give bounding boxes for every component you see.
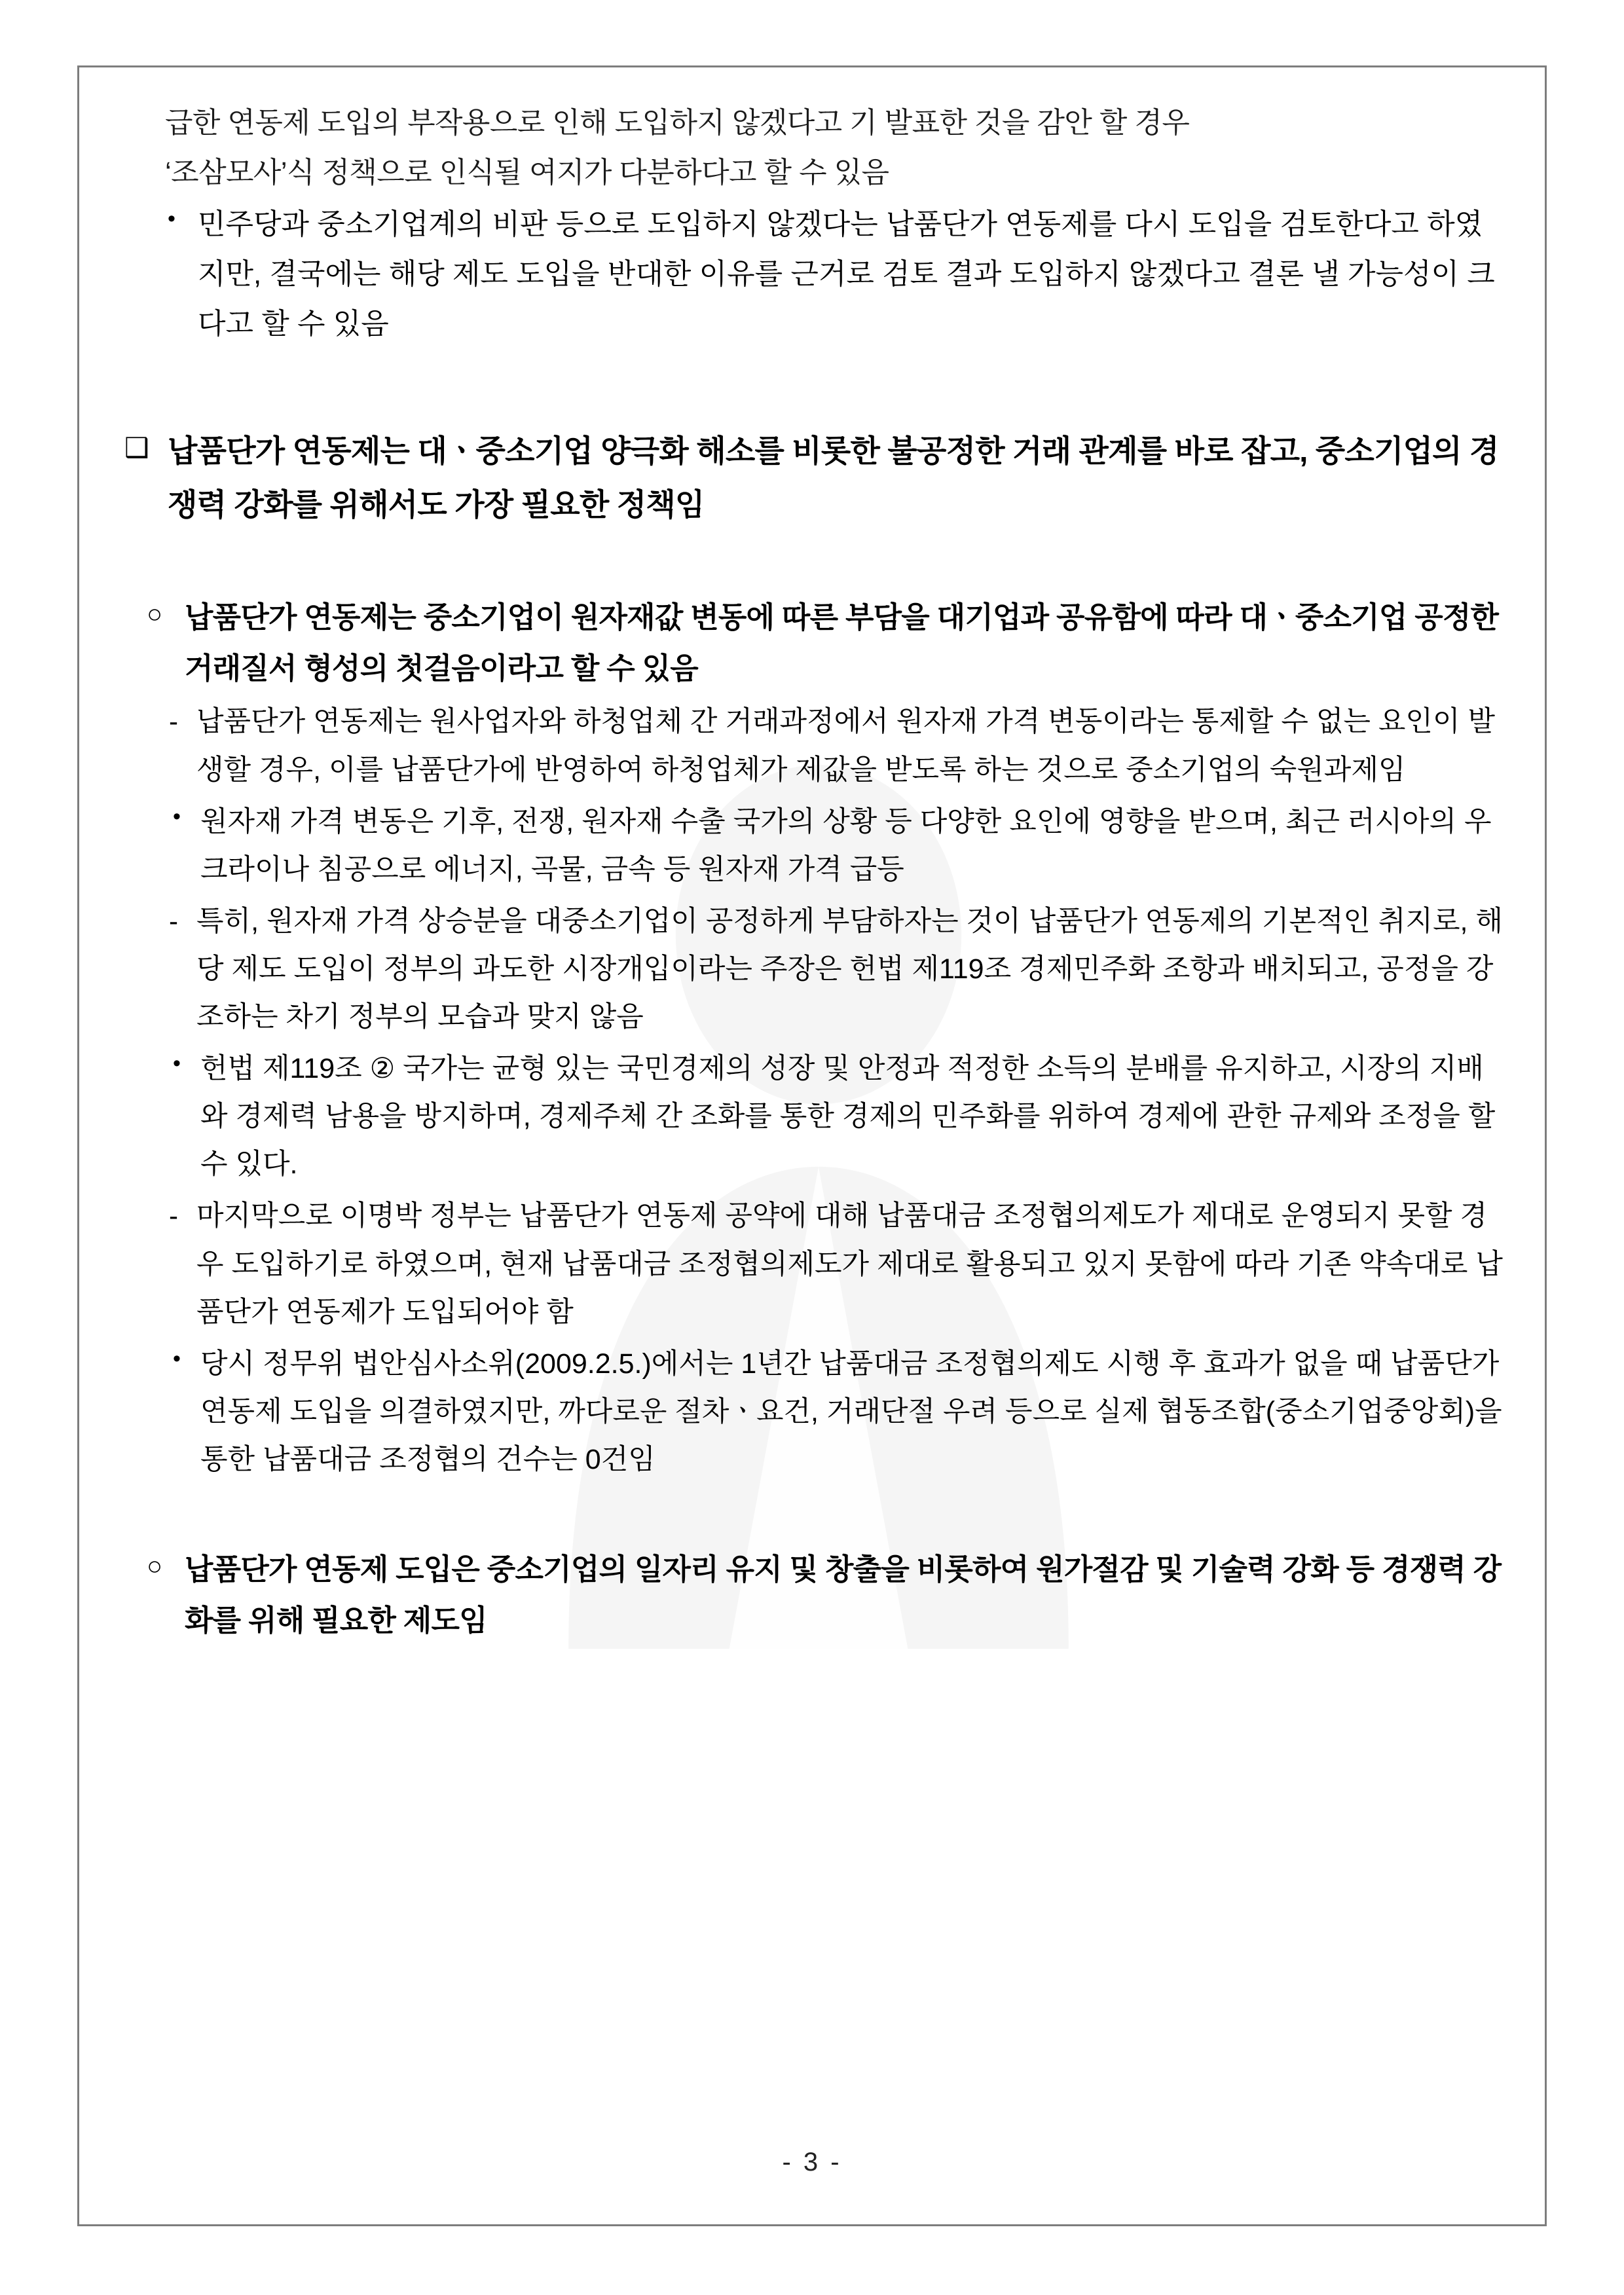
document-content bbox=[124, 98, 1506, 1647]
list-item-text: 헌법 제119조 ② 국가는 균형 있는 국민경제의 성장 및 안정과 적정한 소득의 분배를 유지하고, 시장의 지배와 경제력 남용을 방지하며, 경제주체 간 조화를 통한 경제의 민주화를 위하여 경제에 관한 규제와 조정을 할 수 있다. bbox=[200, 1053, 1496, 1181]
dot-bullet-icon: • bbox=[173, 803, 181, 829]
circle-bullet-icon: ○ bbox=[147, 599, 163, 629]
bullet-dot-icon: • bbox=[168, 206, 175, 232]
paragraph-continuation-line-2: ‘조삼모사’식 정책으로 인식될 여지가 다분하다고 할 수 있음 bbox=[165, 156, 889, 189]
list-item bbox=[169, 898, 1506, 1041]
dash-bullet-icon: - bbox=[169, 905, 178, 936]
list-item-text: 원자재 가격 변동은 기후, 전쟁, 원자재 수출 국가의 상황 등 다양한 요인에 영향을 받으며, 최근 러시아의 우크라이나 침공으로 에너지, 곡물, 금속 등 원자재 가격 급등 bbox=[200, 805, 1492, 885]
dash-bullet-icon: - bbox=[169, 706, 178, 737]
square-bullet-icon: ❑ bbox=[124, 432, 149, 464]
list-item bbox=[124, 200, 1506, 348]
list-item-text: 마지막으로 이명박 정부는 납품단가 연동제 공약에 대해 납품대금 조정협의제도가 제대로 운영되지 못할 경우 도입하기로 하였으며, 현재 납품대금 조정협의제도가 제대로 활용되고 있지 못함에 따라 기존 약속대로 납품단가 연동제가 도입되어야 함 bbox=[196, 1200, 1503, 1328]
list-item bbox=[169, 1192, 1506, 1336]
dot-bullet-icon: • bbox=[173, 1346, 181, 1371]
list-item bbox=[169, 798, 1506, 894]
list-item-text: 납품단가 연동제는 원사업자와 하청업체 간 거래과정에서 원자재 가격 변동이라는 통제할 수 없는 요인이 발생할 경우, 이를 납품단가에 반영하여 하청업체가 제값을 받도록 하는 것으로 중소기업의 숙원과제임 bbox=[196, 706, 1495, 786]
heading-circle-1-text: 납품단가 연동제는 중소기업이 원자재값 변동에 따른 부담을 대기업과 공유함에 따라 대ㆍ중소기업 공정한 거래질서 형성의 첫걸음이라고 할 수 있음 bbox=[185, 600, 1499, 686]
list-item-text: 특히, 원자재 가격 상승분을 대중소기업이 공정하게 부담하자는 것이 납품단가 연동제의 기본적인 취지로, 해당 제도 도입이 정부의 과도한 시장개입이라는 주장은 헌법 제119조 경제민주화 조항과 배치되고, 공정을 강조하는 차기 정부의 모습과 맞지 않음 bbox=[196, 905, 1503, 1033]
list-item bbox=[169, 1340, 1506, 1484]
list-item bbox=[169, 698, 1506, 794]
dash-bullet-icon: - bbox=[169, 1200, 178, 1232]
circle-bullet-icon: ○ bbox=[147, 1551, 163, 1581]
list-item-text: 민주당과 중소기업계의 비판 등으로 도입하지 않겠다는 납품단가 연동제를 다시 도입을 검토한다고 하였지만, 결국에는 해당 제도 도입을 반대한 이유를 근거로 검토 결과 도입하지 않겠다고 결론 낼 가능성이 크다고 할 수 있음 bbox=[198, 208, 1495, 340]
dot-bullet-icon: • bbox=[173, 1051, 181, 1076]
heading-circle-2 bbox=[147, 1544, 1506, 1647]
list-item bbox=[169, 1045, 1506, 1188]
paragraph-continuation-line-1: 급한 연동제 도입의 부작용으로 인해 도입하지 않겠다고 기 발표한 것을 감안 할 경우 bbox=[165, 107, 1190, 139]
page-number: - 3 - bbox=[782, 2148, 842, 2176]
heading-square-text: 납품단가 연동제는 대ㆍ중소기업 양극화 해소를 비롯한 불공정한 거래 관계를 바로 잡고, 중소기업의 경쟁력 강화를 위해서도 가장 필요한 정책임 bbox=[168, 433, 1499, 523]
heading-circle-2-text: 납품단가 연동제 도입은 중소기업의 일자리 유지 및 창출을 비롯하여 원가절감 및 기술력 강화 등 경쟁력 강화를 위해 필요한 제도임 bbox=[185, 1552, 1502, 1638]
list-item-text: 당시 정무위 법안심사소위(2009.2.5.)에서는 1년간 납품대금 조정협의제도 시행 후 효과가 없을 때 납품단가 연동제 도입을 의결하였지만, 까다로운 절차ㆍ요건, 거래단절 우려 등으로 실제 협동조합(중소기업중앙회)을 통한 납품대금 조정협의 건수는 0건임 bbox=[200, 1348, 1502, 1475]
heading-square bbox=[124, 424, 1506, 532]
heading-circle-1 bbox=[147, 592, 1506, 695]
